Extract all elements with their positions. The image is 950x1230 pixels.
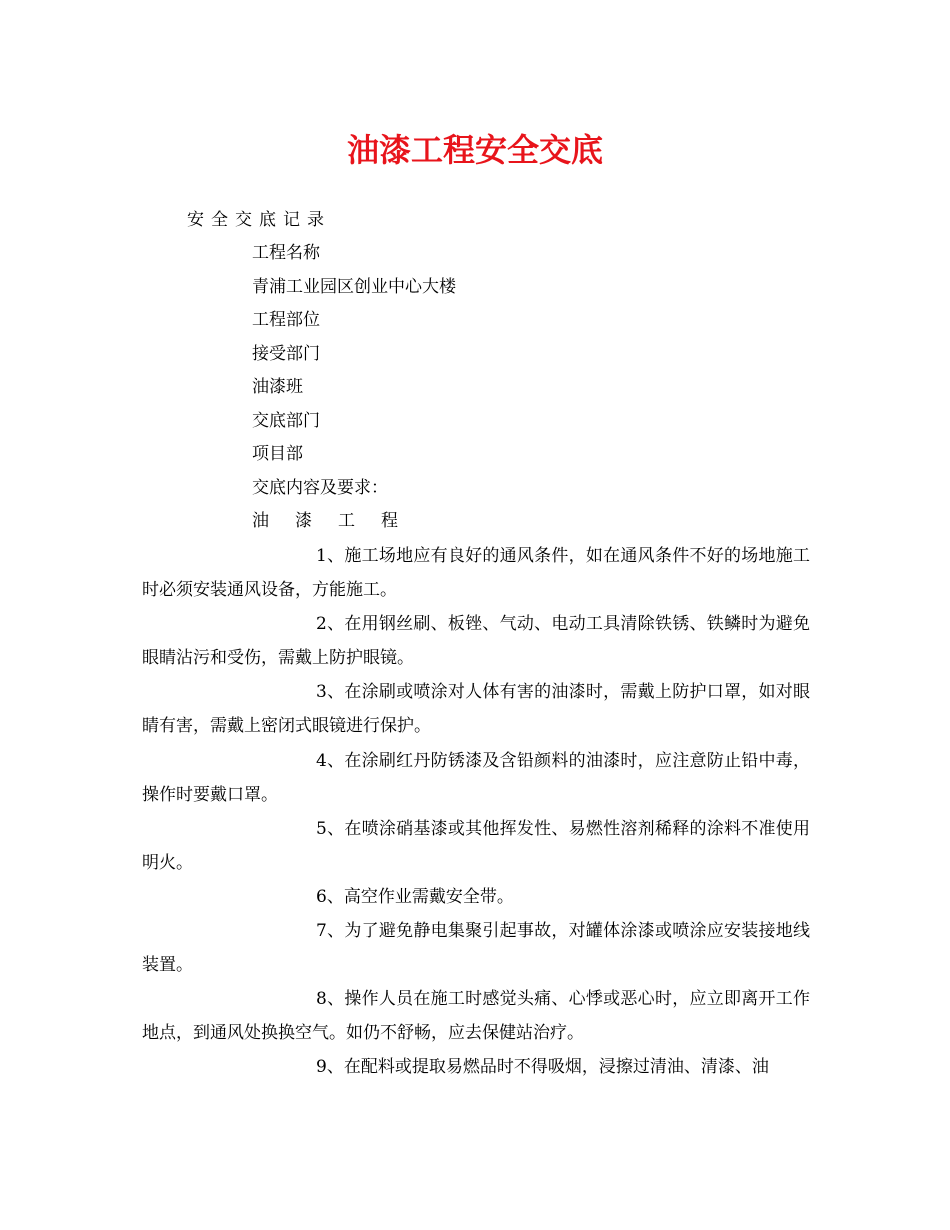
field-receiving-dept-value: 油漆班 — [252, 377, 303, 397]
safety-item-8: 8、操作人员在施工时感觉头痛、心悸或恶心时，应立即离开工作地点，到通风处换换空气。如仍不舒畅，应去保健站治疗。 — [142, 989, 810, 1043]
field-project-name-value: 青浦工业园区创业中心大楼 — [252, 277, 456, 297]
field-project-part-label: 工程部位 — [252, 310, 320, 330]
field-content-label: 交底内容及要求： — [252, 478, 388, 498]
safety-item-7: 7、为了避免静电集聚引起事故，对罐体涂漆或喷涂应安装接地线装置。 — [142, 921, 810, 975]
document-title: 油漆工程安全交底 — [346, 131, 603, 169]
field-project-name-label: 工程名称 — [252, 243, 320, 263]
safety-item-3: 3、在涂刷或喷涂对人体有害的油漆时，需戴上防护口罩，如对眼睛有害，需戴上密闭式眼镜进行保护。 — [142, 682, 810, 736]
safety-item-1: 1、施工场地应有良好的通风条件，如在通风条件不好的场地施工时必须安装通风设备，方能施工。 — [142, 546, 810, 600]
record-heading: 安全交底记录 — [187, 210, 331, 230]
safety-item-2: 2、在用钢丝刷、板锉、气动、电动工具清除铁锈、铁鳞时为避免眼睛沾污和受伤，需戴上防护眼镜。 — [142, 614, 810, 668]
field-issuing-dept-value: 项目部 — [252, 444, 303, 464]
safety-item-4: 4、在涂刷红丹防锈漆及含铅颜料的油漆时，应注意防止铅中毒，操作时要戴口罩。 — [142, 751, 810, 805]
field-issuing-dept-label: 交底部门 — [252, 411, 320, 431]
safety-item-9: 9、在配料或提取易燃品时不得吸烟，浸擦过清油、清漆、油 — [316, 1057, 769, 1077]
field-receiving-dept-label: 接受部门 — [252, 344, 320, 364]
safety-item-6: 6、高空作业需戴安全带。 — [316, 887, 514, 907]
section-heading: 油漆工程 — [252, 511, 424, 531]
safety-item-5: 5、在喷涂硝基漆或其他挥发性、易燃性溶剂稀释的涂料不准使用明火。 — [142, 819, 810, 873]
